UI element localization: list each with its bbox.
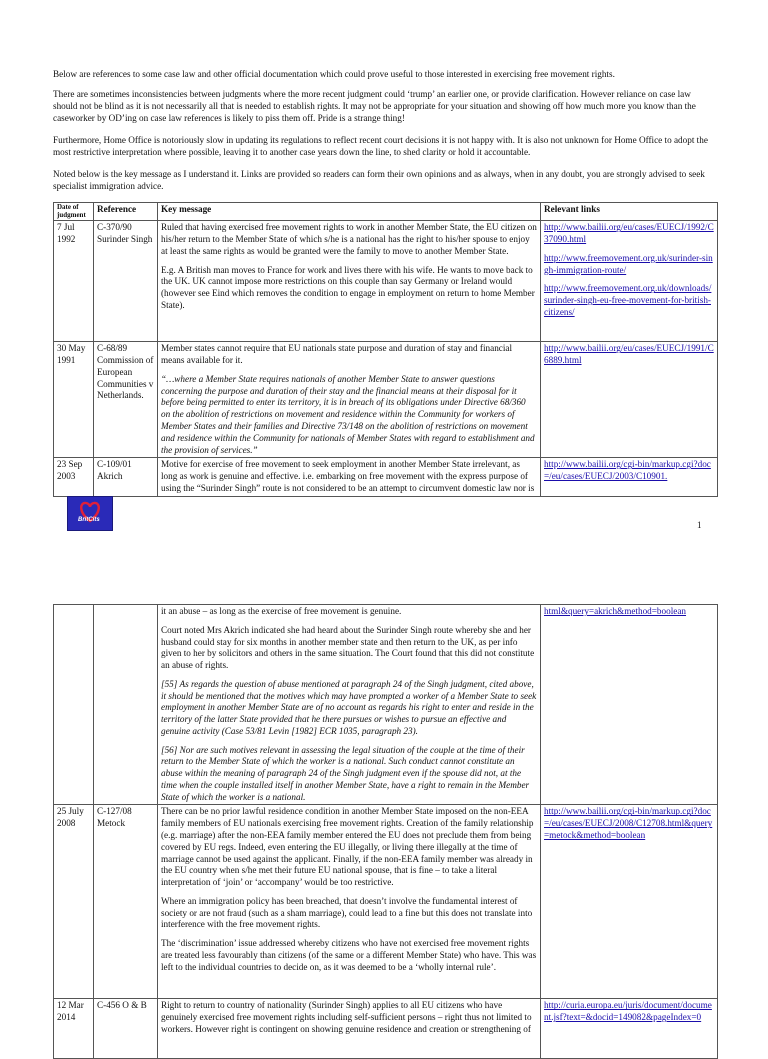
- case-law-table-continued: [53, 604, 718, 1059]
- row-key-message: [158, 458, 541, 496]
- row-reference: C-127/08 Metock: [94, 805, 158, 999]
- row-key-message: [158, 999, 541, 1059]
- page-gap: [0, 548, 768, 604]
- case-law-table: [53, 202, 718, 497]
- row-links: [541, 342, 718, 458]
- table-row-akrich-continued: [54, 605, 718, 805]
- message-quote: [56] Nor are such motives relevant in assessing the legal situation of the couple at the time of their return to the Member State of which the worker is a national. Such conduct cannot constitute an abuse within the meaning of paragraph 24 of the Singh judgment even if the spouse did not, at the time when the couple installed itself in another Member State, have a right to remain in the Member State of which the worker is a national.: [161, 744, 530, 802]
- case-link[interactable]: http://www.bailii.org/eu/cases/EUECJ/1992/C37090.html: [544, 222, 714, 245]
- intro-paragraph-4: Noted below is the key message as I understand it. Links are provided so readers can form their own opinions and as always, when in any doubt, you are strongly advised to seek specialist immigration advice.: [53, 169, 705, 191]
- case-link[interactable]: http://www.bailii.org/cgi-bin/markup.cgi?doc=/eu/cases/EUECJ/2003/C10901.: [544, 459, 711, 482]
- message-paragraph: There can be no prior lawful residence condition in another Member State imposed on the non-EEA family members of EU nationals exercising free movement rights. Creation of the family relationship (e.g. marriage) after the non-EEA family member entered the EU does not preclude them from being covered by EU regs. Indeed, even entering the EU illegally, or living there illegally at the time of marriage cannot be used against the applicant. Finally, if the non-EEA family member was already in the EU country when s/he met their future EU national spouse, that is fine – to take a literal interpretation of ‘join’ or ‘accompany’ would be too restrictive.: [161, 806, 534, 888]
- message-paragraph: Where an immigration policy has been breached, that doesn’t involve the fundamental interest of society or are not fraud (such as a sham marriage), could lead to a fine but this does not translate into interference with the free movement rights.: [161, 895, 533, 930]
- row-links: [541, 999, 718, 1059]
- message-paragraph: Motive for exercise of free movement to seek employment in another Member State irrelevant, as long as work is genuine and effective. i.e. embarking on free movement with the express purpose of using the “Surinder Singh” route is not considered to be an attempt to circumvent domestic law nor is: [161, 459, 535, 493]
- message-quote: [55] As regards the question of abuse mentioned at paragraph 24 of the Singh judgment, cited above, it should be mentioned that the motives which may have prompted a worker of a Member State to seek employment in another Member State are of no account as regards his right to enter and reside in the territory of the latter State provided that he there pursues or wishes to pursue an effective and genuine activity (Case 53/81 Levin [1982] ECR 1035, paragraph 23).: [161, 678, 537, 736]
- case-link[interactable]: http://www.freemovement.org.uk/downloads/surinder-singh-eu-free-movement-for-british-citizens/: [544, 283, 712, 317]
- row-key-message: [158, 805, 541, 999]
- header-reference: Reference: [94, 203, 158, 221]
- row-date: 30 May 1991: [54, 342, 94, 458]
- case-link[interactable]: http://curia.europa.eu/juris/document/document.jsf?text=&docid=149082&pageIndex=0: [544, 1000, 712, 1023]
- row-date: [54, 605, 94, 805]
- page-2: [0, 604, 768, 1035]
- case-link[interactable]: http://www.bailii.org/cgi-bin/markup.cgi?doc=/eu/cases/EUECJ/2008/C12708.html&query=metock&method=boolean: [544, 806, 713, 841]
- row-key-message: [158, 605, 541, 805]
- row-links: [541, 605, 718, 805]
- logo-text: BritCits: [78, 517, 100, 523]
- message-paragraph: it an abuse – as long as the exercise of free movement is genuine.: [161, 606, 402, 616]
- table-header-row: [54, 203, 718, 221]
- page-number: 1: [697, 520, 702, 530]
- message-paragraph: Right to return to country of nationality (Surinder Singh) applies to all EU citizens who have genuinely exercised free movement rights including self-sufficient persons – right thus not limited to workers. However right is contingent on showing genuine residence and creation or strengthening of: [161, 1000, 532, 1035]
- message-paragraph: The ‘discrimination’ issue addressed whereby citizens who have not exercised free movement rights are treated less favourably than citizens (of the same or a different Member State) who have. This was left to the individual countries to decide on, as it was deemed to be a ‘wholly internal rule’.: [161, 938, 537, 972]
- intro-paragraph-2: There are sometimes inconsistencies between judgments where the more recent judgment could ‘trump’ an earlier one, or provide clarification. However reliance on case law should not be blind as it is not necessarily all that is needed to establish rights. It may not be appropriate for your situation and showing off how much more you know than the caseworker by OD’ing on case law references is likely to piss them off. Pride is a strange thing!: [53, 89, 696, 123]
- row-date: 7 Jul 1992: [54, 221, 94, 342]
- heart-icon: [68, 497, 112, 530]
- row-key-message: [158, 342, 541, 458]
- intro-paragraph-1: Below are references to some case law and other official documentation which could prove useful to those interested in exercising free movement rights.: [53, 69, 615, 79]
- row-reference: [94, 605, 158, 805]
- message-quote: “…where a Member State requires nationals of another Member State to answer questions concerning the purpose and duration of their stay and the financial means at their disposal for it before being permitted to enter its territory, it is in breach of its obligations under Directive 68/360 on the abolition of restrictions on movement and residence within the Community for workers of Member States and their families and Directive 73/148 on the abolition of restrictions on movement and residence within the Community for nationals of Member States with regard to establishment and the provision of services.”: [161, 373, 535, 455]
- table-row-akrich: [54, 458, 718, 496]
- row-links: [541, 458, 718, 496]
- header-relevant-links: Relevant links: [541, 203, 718, 221]
- message-paragraph: E.g. A British man moves to France for work and lives there with his wife. He wants to move back to the UK. UK cannot impose more restrictions on this couple than say Germany or Ireland would (however see Eind which removes the condition to engage in employment on return to home Member State).: [161, 264, 535, 310]
- header-key-message: Key message: [158, 203, 541, 221]
- britcits-logo: [67, 496, 113, 531]
- case-link[interactable]: html&query=akrich&method=boolean: [544, 606, 687, 616]
- table-row-surinder-singh: [54, 221, 718, 342]
- row-links: [541, 221, 718, 342]
- table-row-commission-v-netherlands: [54, 342, 718, 458]
- case-link[interactable]: http://www.freemovement.org.uk/surinder-singh-immigration-route/: [544, 252, 713, 275]
- table-row-o-and-b: [54, 999, 718, 1059]
- message-paragraph: Court noted Mrs Akrich indicated she had heard about the Surinder Singh route whereby she and her husband could stay for six months in another member state and then return to the UK, as per info given to her by solicitors and others in the same situation. The Court found that this did not constitute an abuse of rights.: [161, 624, 535, 671]
- row-reference: C-68/89 Commission of European Communities v Netherlands.: [94, 342, 158, 458]
- row-date: 23 Sep 2003: [54, 458, 94, 496]
- intro-paragraph-3: Furthermore, Home Office is notoriously slow in updating its regulations to reflect recent court decisions it is not happy with. It is also not unknown for Home Office to adopt the most restrictive interpretation where possible, leaving it to another case years down the line, to shed clarity or hold it accountable.: [53, 135, 708, 157]
- row-links: [541, 805, 718, 999]
- case-link[interactable]: http://www.bailii.org/eu/cases/EUECJ/1991/C6889.html: [544, 343, 714, 366]
- table-row-metock: [54, 805, 718, 999]
- header-date: Date of judgment: [54, 203, 94, 221]
- row-date: 25 July 2008: [54, 805, 94, 999]
- row-reference: C-456 O & B: [94, 999, 158, 1059]
- row-reference: C-109/01 Akrich: [94, 458, 158, 496]
- row-key-message: [158, 221, 541, 342]
- row-date: 12 Mar 2014: [54, 999, 94, 1059]
- message-paragraph: Ruled that having exercised free movement rights to work in another Member State, the EU citizen on his/her return to the Member State of which s/he is a national has the right to his/her spouse to enjoy at least the same rights as would be granted were the family to move to another Member State.: [161, 222, 537, 256]
- message-paragraph: Member states cannot require that EU nationals state purpose and duration of stay and financial means available for it.: [161, 343, 513, 366]
- row-reference: C-370/90 Surinder Singh: [94, 221, 158, 342]
